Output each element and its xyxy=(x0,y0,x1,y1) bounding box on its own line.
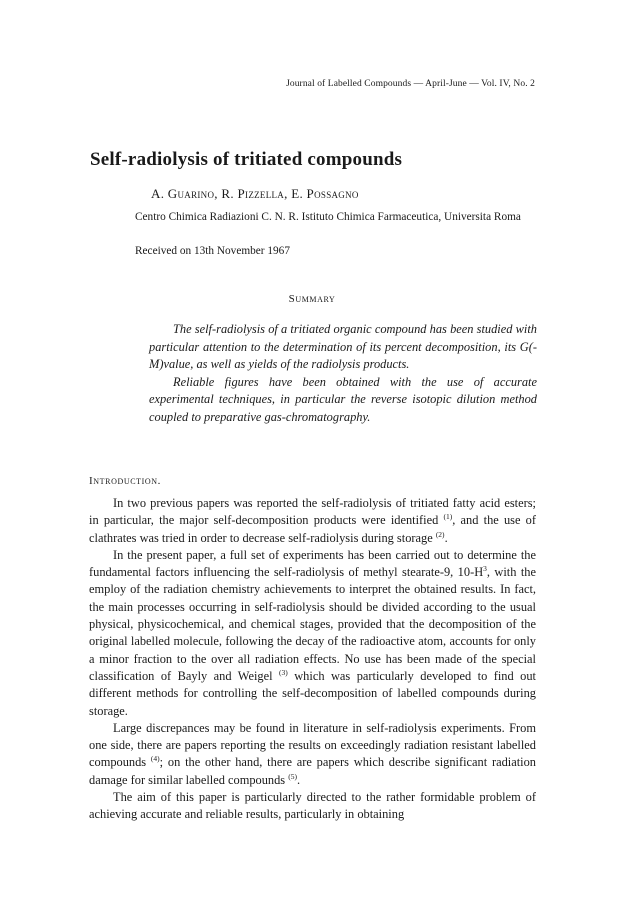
summary-paragraph-2: Reliable figures have been obtained with the use of accurate experimental techniques, in particular the reverse isotopic dilution method coupled to preparative gas-chromatography. xyxy=(149,374,537,424)
introduction-heading: Introduction. xyxy=(89,475,161,487)
text-run: ; on the other hand, there are papers which describe significant radiation damage for similar labelled compounds xyxy=(89,755,536,787)
citation-ref: (2) xyxy=(435,529,445,539)
text-run: , and the use of clathrates was tried in order to decrease self-radiolysis during storage xyxy=(89,513,536,545)
journal-header: Journal of Labelled Compounds — April-June — Vol. IV, No. 2 xyxy=(286,79,535,89)
text-run: . xyxy=(296,772,301,787)
citation-ref: (4) xyxy=(150,754,160,764)
intro-paragraph-3 xyxy=(89,720,536,789)
text-run: , with the employ of the radiation chemistry achievements to interpret the obtained results. In fact, the main processes occurring in self-radiolysis should be divided according to the usual physical, physicochemical, and chemical stages, provided that the decomposition of the original labelled molecule, following the decay of the radioactive atom, accounts for only a minor fraction to the over all radiation effects. No use has been made of the special classification of Bayly and Weigel xyxy=(89,565,536,683)
author-1-surname: uarino xyxy=(177,186,215,201)
paper-title: Self-radiolysis of tritiated compounds xyxy=(90,149,403,170)
introduction-body xyxy=(89,495,536,824)
isotope-superscript: 3 xyxy=(483,564,487,574)
affiliation: Centro Chimica Radiazioni C. N. R. Istituto Chimica Farmaceutica, Universita Roma xyxy=(135,211,521,223)
summary-heading: Summary xyxy=(288,293,336,305)
author-3-surname: ossagno xyxy=(314,186,359,201)
received-date: Received on 13th November 1967 xyxy=(135,245,290,257)
summary-paragraph-1: The self-radiolysis of a tritiated organic compound has been studied with particular attention to the determination of its percent decomposition, its G(-M)value, as well as yields of the radiolysis products. xyxy=(149,322,537,371)
intro-paragraph-1 xyxy=(89,495,536,547)
author-separator: , xyxy=(214,186,222,201)
summary-abstract xyxy=(149,321,537,426)
author-2-surname: izzella xyxy=(245,186,285,201)
text-run: In the present paper, a full set of experiments has been carried out to determine the fundamental factors influencing the self-radiolysis of methyl stearate-9, 10-H xyxy=(89,547,536,580)
author-separator: , xyxy=(284,186,292,201)
text-run: In two previous papers was reported the self-radiolysis of tritiated fatty acid esters; in particular, the major self-decomposition products were identified xyxy=(89,496,536,528)
text-run: which was particularly developed to find out different methods for controlling the self-decomposition of labelled compounds during storage. xyxy=(89,668,536,718)
authors xyxy=(151,186,359,202)
author-1-initial: A. G xyxy=(151,186,178,201)
text-run: Large discrepances may be found in literature in self-radiolysis experiments. From one side, there are papers reporting the results on exceedingly radiation resistant labelled compounds xyxy=(89,720,536,770)
citation-ref: (3) xyxy=(279,667,288,677)
author-2-initial: R. P xyxy=(221,186,246,201)
author-3-initial: E. P xyxy=(291,186,315,201)
text-run: . xyxy=(444,530,448,545)
intro-paragraph-4: The aim of this paper is particularly directed to the rather formidable problem of achieving accurate and reliable results, particularly in obtaining xyxy=(89,790,536,822)
citation-ref: (1) xyxy=(443,512,453,522)
intro-paragraph-2 xyxy=(89,547,536,720)
citation-ref: (5) xyxy=(288,771,297,781)
